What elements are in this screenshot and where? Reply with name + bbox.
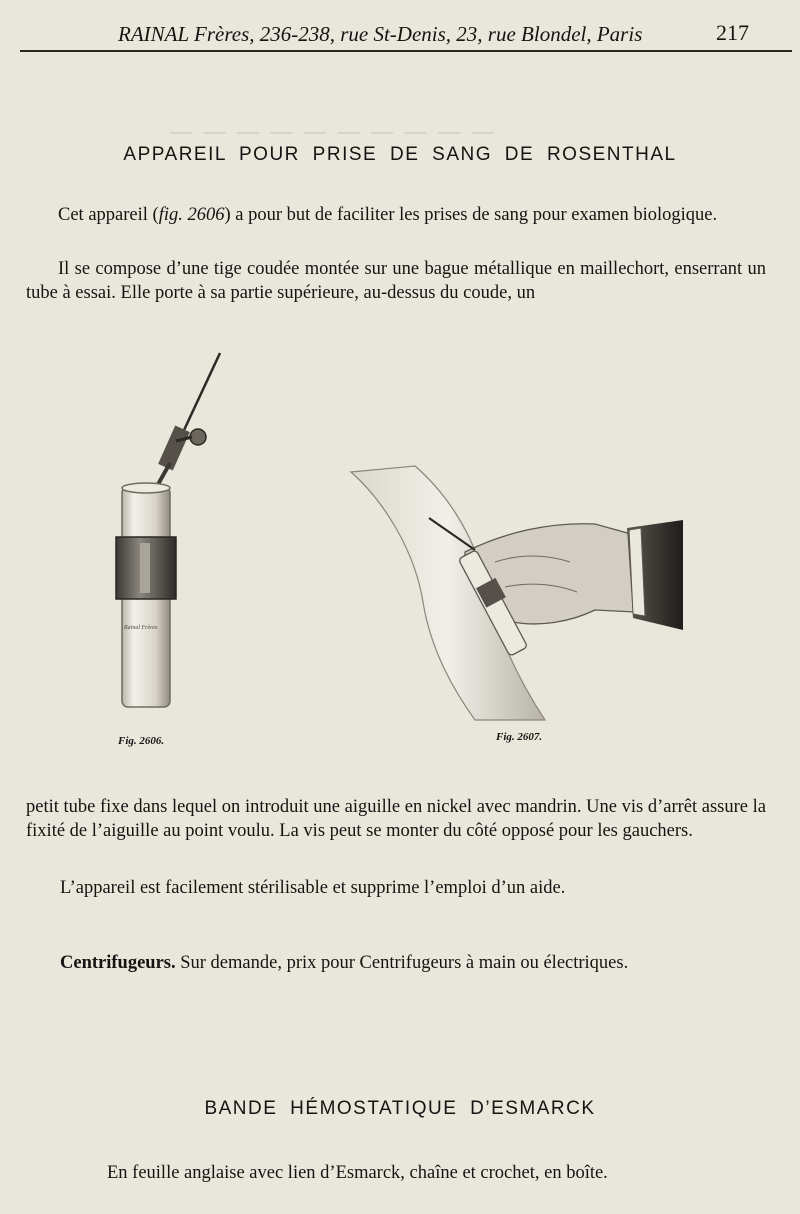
paragraph-description: Il se compose d’une tige coudée montée sur une bague métallique en maillechort, enserrant un tube à essai. Elle porte à sa partie supérieure, au-dessus du coude, un <box>26 259 766 303</box>
centrifuge-line <box>60 953 628 974</box>
section-title: APPAREIL POUR PRISE DE SANG DE ROSENTHAL <box>123 144 677 165</box>
figure-2607-arm-hand <box>345 462 685 722</box>
esmarck-description: En feuille anglaise avec lien d’Esmarck, chaîne et crochet, en boîte. <box>107 1163 608 1183</box>
paragraph-sterilisable: L’appareil est facilement stérilisable et supprime l’emploi d’un aide. <box>60 878 566 898</box>
header-rule <box>20 50 792 52</box>
figure-2606-apparatus <box>100 345 230 715</box>
paragraph-intro <box>26 203 766 227</box>
running-title: RAINAL Frères, 236-238, rue St-Denis, 23, rue Blondel, Paris <box>118 22 643 46</box>
paragraph-intro-text-a: Cet appareil ( <box>58 205 159 225</box>
svg-text:Rainal Frères: Rainal Frères <box>124 625 158 631</box>
section-title-esmarck: BANDE HÉMOSTATIQUE D’ESMARCK <box>204 1098 596 1119</box>
centrifuge-text: Sur demande, prix pour Centrifugeurs à main ou électriques. <box>180 953 629 973</box>
paragraph-continuation: petit tube fixe dans lequel on introduit une aiguille en nickel avec mandrin. Une vis d’arrêt assure la fixité de l’aiguille au point voulu. La vis peut se monter du côté opposé pour les gauchers. <box>26 797 766 841</box>
figure-2606-caption: Fig. 2606. <box>118 735 165 747</box>
paragraph-intro-text-b: ) a pour but de faciliter les prises de sang pour examen biologique. <box>224 205 718 225</box>
bleed-through-text: — — — — — — — — — — <box>170 118 497 143</box>
page-header <box>0 18 800 54</box>
figure-2607-caption: Fig. 2607. <box>496 731 543 743</box>
page-number: 217 <box>716 20 749 45</box>
figure-reference: fig. 2606 <box>158 205 225 225</box>
centrifuge-label: Centrifugeurs. <box>60 953 176 973</box>
